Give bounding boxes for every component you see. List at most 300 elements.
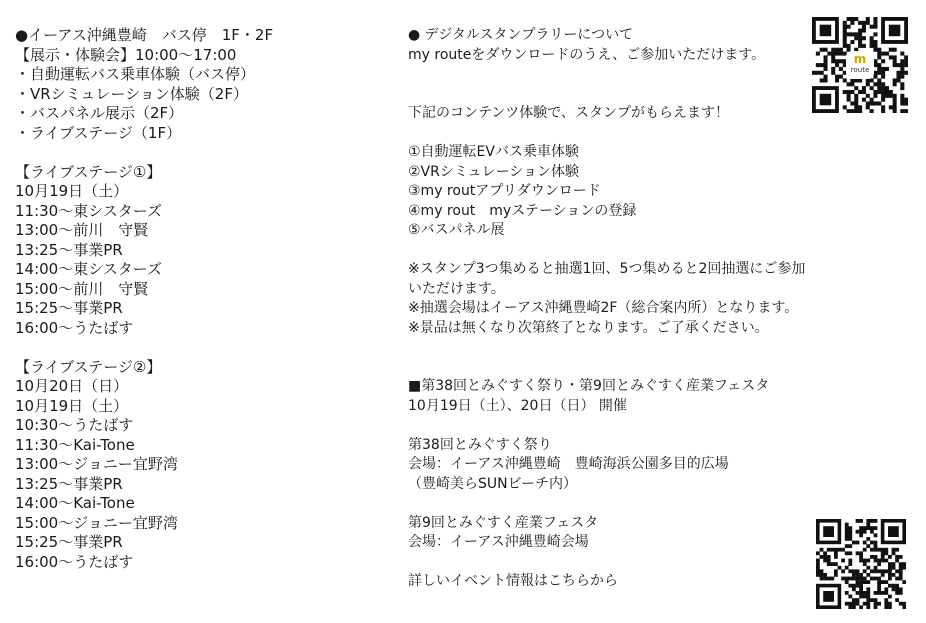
qr-module xyxy=(862,98,866,102)
qr-module xyxy=(870,78,874,82)
qr-module xyxy=(900,71,904,75)
qr-module xyxy=(874,544,878,548)
qr-module xyxy=(866,21,870,25)
qr-module xyxy=(899,562,903,566)
qr-module xyxy=(870,86,874,90)
qr-module xyxy=(824,78,828,82)
qr-module xyxy=(843,52,847,56)
festival1-venue: 会場：イーアス沖縄豊崎 豊崎海浜公園多目的広場 xyxy=(408,456,729,472)
qr-module xyxy=(902,602,906,606)
qr-module xyxy=(852,602,856,606)
qr-module xyxy=(856,519,860,523)
qr-module xyxy=(892,587,896,591)
qr-module xyxy=(841,569,845,573)
qr-module xyxy=(843,44,847,48)
qr-module xyxy=(885,86,889,90)
qr-module xyxy=(873,71,877,75)
qr-module xyxy=(881,548,885,552)
exhibit-item: ・VRシミュレーション体験（2F） xyxy=(15,84,248,103)
qr-module xyxy=(874,602,878,606)
qr-module xyxy=(893,48,897,52)
qr-module xyxy=(859,573,863,577)
qr-module xyxy=(848,569,852,573)
qr-module xyxy=(856,580,860,584)
qr-module xyxy=(873,82,877,86)
qr-module xyxy=(896,63,900,67)
qr-module xyxy=(824,75,828,79)
qr-module xyxy=(858,105,862,109)
qr-module xyxy=(820,48,824,52)
qr-module xyxy=(854,78,858,82)
qr-module xyxy=(850,90,854,94)
qr-module xyxy=(859,587,863,591)
qr-module xyxy=(870,25,874,29)
qr-module xyxy=(866,17,870,21)
qr-module xyxy=(863,548,867,552)
qr-module xyxy=(889,55,893,59)
qr-module xyxy=(859,530,863,534)
qr-module xyxy=(830,548,834,552)
qr-module xyxy=(823,559,827,563)
qr-module xyxy=(858,36,862,40)
qr-module xyxy=(888,555,892,559)
qr-module xyxy=(888,526,899,537)
qr-module xyxy=(859,559,863,563)
qr-module xyxy=(893,98,897,102)
qr-module xyxy=(892,562,896,566)
qr-bottom-svg xyxy=(816,519,906,609)
qr-module xyxy=(870,40,874,44)
qr-module xyxy=(884,548,888,552)
qr-module xyxy=(816,559,820,563)
qr-module xyxy=(816,569,820,573)
qr-module xyxy=(892,566,896,570)
qr-module xyxy=(881,105,885,109)
qr-module xyxy=(845,537,849,541)
qr-module xyxy=(859,580,863,584)
qr-module xyxy=(881,71,885,75)
qr-module xyxy=(881,573,885,577)
qr-module xyxy=(889,90,893,94)
qr-module xyxy=(820,573,824,577)
qr-module xyxy=(847,90,851,94)
qr-module xyxy=(847,17,851,21)
qr-module xyxy=(866,544,870,548)
qr-module xyxy=(858,109,862,113)
qr-module xyxy=(827,577,831,581)
qr-module xyxy=(816,551,820,555)
qr-module xyxy=(870,36,874,40)
qr-module xyxy=(866,602,870,606)
stamp-rally-title: ● デジタルスタンプラリーについて xyxy=(408,27,634,43)
qr-module xyxy=(895,598,899,602)
stamp-note: ※抽選会場はイーアス沖縄豊崎2F（総合案内所）となります。 xyxy=(408,300,799,316)
qr-module xyxy=(899,569,903,573)
qr-module xyxy=(862,86,866,90)
festival1-title: 第38回とみぐすく祭り xyxy=(408,436,552,453)
qr-module xyxy=(884,559,888,563)
festival2-venue: 会場：イーアス沖縄豊崎会場 xyxy=(408,534,589,550)
qr-module xyxy=(823,551,827,555)
qr-module xyxy=(877,569,881,573)
qr-module xyxy=(874,591,878,595)
qr-module xyxy=(820,577,824,581)
qr-module xyxy=(856,569,860,573)
qr-module xyxy=(843,25,847,29)
qr-module xyxy=(870,44,874,48)
qr-module xyxy=(850,32,854,36)
qr-module xyxy=(856,530,860,534)
qr-module xyxy=(873,25,877,29)
qr-module xyxy=(859,519,863,523)
qr-module xyxy=(823,577,827,581)
qr-module xyxy=(835,52,839,56)
qr-code-icon[interactable] xyxy=(812,17,908,113)
qr-module xyxy=(839,48,843,52)
stage2-item: 16:00～うたばす xyxy=(15,552,134,571)
qr-module xyxy=(896,71,900,75)
qr-module xyxy=(900,101,904,105)
qr-module xyxy=(870,548,874,552)
qr-module xyxy=(816,52,820,56)
qr-module xyxy=(827,548,831,552)
qr-module xyxy=(854,17,858,21)
qr-module xyxy=(820,555,824,559)
stage1-item: 13:25～事業PR xyxy=(15,240,123,259)
qr-module xyxy=(904,55,908,59)
qr-module xyxy=(843,32,847,36)
qr-module xyxy=(848,551,852,555)
qr-module xyxy=(899,577,903,581)
qr-module xyxy=(895,548,899,552)
qr-module xyxy=(858,40,862,44)
qr-module xyxy=(835,59,839,63)
qr-module xyxy=(854,98,858,102)
qr-module xyxy=(881,82,885,86)
qr-module xyxy=(863,530,867,534)
qr-module xyxy=(862,25,866,29)
qr-module xyxy=(863,559,867,563)
qr-module xyxy=(843,78,847,82)
qr-module xyxy=(838,566,842,570)
qr-module xyxy=(877,559,881,563)
stage2-heading: 【ライブステージ②】 xyxy=(15,357,162,376)
qr-module xyxy=(874,577,878,581)
qr-module xyxy=(885,67,889,71)
qr-module xyxy=(893,82,897,86)
qr-module xyxy=(888,562,892,566)
festival1-venue-detail: （豊崎美らSUNビーチ内） xyxy=(408,475,578,492)
qr-module xyxy=(900,82,904,86)
stage2-item: 14:00～Kai-Tone xyxy=(15,494,135,512)
qr-module xyxy=(900,63,904,67)
qr-module xyxy=(820,71,824,75)
qr-module xyxy=(873,75,877,79)
qr-module xyxy=(843,71,847,75)
qr-module xyxy=(848,584,852,588)
qr-module xyxy=(902,566,906,570)
qr-code-icon[interactable] xyxy=(816,519,906,609)
qr-module xyxy=(884,598,888,602)
qr-module xyxy=(827,562,831,566)
qr-module xyxy=(852,573,856,577)
qr-module xyxy=(831,48,835,52)
qr-module xyxy=(863,562,867,566)
qr-module xyxy=(900,98,904,102)
qr-module xyxy=(870,519,874,523)
qr-module xyxy=(877,562,881,566)
qr-module xyxy=(847,98,851,102)
qr-module xyxy=(820,63,824,67)
qr-module xyxy=(877,48,881,52)
qr-module xyxy=(854,109,858,113)
stage2-date: 10月20日（日） xyxy=(15,377,129,395)
stage1-item: 11:30～東シスターズ xyxy=(15,201,163,220)
qr-module xyxy=(863,591,867,595)
qr-module xyxy=(845,591,849,595)
qr-module xyxy=(831,59,835,63)
qr-module xyxy=(834,548,838,552)
qr-module xyxy=(881,86,885,90)
qr-module xyxy=(877,548,881,552)
qr-module xyxy=(877,602,881,606)
qr-module xyxy=(834,569,838,573)
qr-module xyxy=(824,48,828,52)
qr-module xyxy=(843,63,847,67)
qr-module xyxy=(877,584,881,588)
qr-module xyxy=(820,25,832,37)
qr-module xyxy=(854,86,858,90)
qr-module xyxy=(854,94,858,98)
qr-module xyxy=(823,555,827,559)
qr-module xyxy=(835,78,839,82)
qr-module xyxy=(856,584,860,588)
qr-module xyxy=(873,101,877,105)
stage1-item: 14:00～東シスターズ xyxy=(15,260,163,278)
qr-module xyxy=(820,94,832,106)
qr-module xyxy=(893,105,897,109)
qr-module xyxy=(899,555,903,559)
qr-module xyxy=(895,555,899,559)
qr-module xyxy=(874,598,878,602)
qr-module xyxy=(893,78,897,82)
qr-module xyxy=(895,584,899,588)
qr-module xyxy=(862,44,866,48)
qr-module xyxy=(852,605,856,609)
qr-module xyxy=(866,559,870,563)
qr-module xyxy=(850,101,854,105)
qr-module xyxy=(885,94,889,98)
qr-module xyxy=(874,519,878,523)
qr-module xyxy=(877,577,881,581)
qr-module xyxy=(845,577,849,581)
qr-module xyxy=(874,533,878,537)
qr-module xyxy=(899,566,903,570)
stage2-item: 11:30～Kai-Tone xyxy=(15,435,135,454)
qr-module xyxy=(843,105,847,109)
qr-module xyxy=(848,605,852,609)
qr-module xyxy=(866,537,870,541)
qr-module xyxy=(866,78,870,82)
qr-module xyxy=(847,109,851,113)
qr-module xyxy=(823,573,827,577)
qr-module xyxy=(877,587,881,591)
qr-module xyxy=(820,548,824,552)
qr-module xyxy=(885,52,889,56)
qr-module xyxy=(834,562,838,566)
qr-module xyxy=(845,602,849,606)
qr-module xyxy=(870,598,874,602)
qr-module xyxy=(859,584,863,588)
qr-module xyxy=(856,598,860,602)
qr-module xyxy=(904,71,908,75)
qr-module xyxy=(845,551,849,555)
qr-module xyxy=(856,551,860,555)
qr-module xyxy=(888,595,892,599)
qr-module xyxy=(863,541,867,545)
stamp-note: ※スタンプ3つ集めると抽選1回、5つ集めると2回抽選にご参加 xyxy=(408,261,806,277)
qr-module xyxy=(823,591,834,602)
qr-module xyxy=(873,21,877,25)
qr-module xyxy=(845,544,849,548)
qr-module xyxy=(852,569,856,573)
qr-module xyxy=(881,59,885,63)
qr-module xyxy=(899,591,903,595)
qr-module xyxy=(874,541,878,545)
qr-module xyxy=(847,94,851,98)
stamp-content-intro: 下記のコンテンツ体験で、スタンプがもらえます！ xyxy=(408,105,730,121)
stage2-date: 10月19日（土） xyxy=(15,396,129,415)
qr-module xyxy=(881,52,885,56)
qr-module xyxy=(900,59,904,63)
qr-module xyxy=(900,67,904,71)
qr-module xyxy=(870,577,874,581)
qr-module xyxy=(895,587,899,591)
qr-module xyxy=(843,21,847,25)
qr-module xyxy=(900,75,904,79)
qr-module xyxy=(858,90,862,94)
qr-module xyxy=(858,21,862,25)
qr-module xyxy=(874,555,878,559)
qr-module xyxy=(881,555,885,559)
qr-module xyxy=(859,591,863,595)
qr-module xyxy=(831,67,835,71)
qr-module xyxy=(866,573,870,577)
qr-module xyxy=(893,63,897,67)
qr-module xyxy=(831,71,835,75)
stage1-item: 16:00～うたばす xyxy=(15,318,134,337)
qr-module xyxy=(843,40,847,44)
qr-module xyxy=(877,78,881,82)
qr-module xyxy=(893,109,897,113)
qr-module xyxy=(848,537,852,541)
qr-module xyxy=(866,82,870,86)
qr-module xyxy=(854,36,858,40)
stage1-heading: 【ライブステージ①】 xyxy=(15,162,162,181)
qr-module xyxy=(900,94,904,98)
qr-module xyxy=(881,67,885,71)
qr-module xyxy=(889,105,893,109)
qr-module xyxy=(850,78,854,82)
qr-module xyxy=(900,52,904,56)
festival-title: ■第38回とみぐすく祭り・第9回とみぐすく産業フェスタ xyxy=(408,378,770,394)
qr-module xyxy=(848,602,852,606)
qr-module xyxy=(856,591,860,595)
qr-module xyxy=(859,526,863,530)
qr-module xyxy=(866,580,870,584)
qr-module xyxy=(858,29,862,33)
qr-module xyxy=(881,580,885,584)
my-route-logo: m route xyxy=(848,53,872,77)
left-column xyxy=(15,26,385,572)
qr-module xyxy=(862,21,866,25)
qr-module xyxy=(873,90,877,94)
qr-module xyxy=(824,67,828,71)
qr-module xyxy=(896,75,900,79)
qr-module xyxy=(870,101,874,105)
qr-module xyxy=(873,63,877,67)
qr-module xyxy=(874,559,878,563)
qr-module xyxy=(881,94,885,98)
venue-title: ●イーアス沖縄豊崎 バス停 1F・2F xyxy=(15,26,274,44)
qr-module xyxy=(877,591,881,595)
qr-module xyxy=(827,52,831,56)
qr-module xyxy=(863,595,867,599)
qr-module xyxy=(848,595,852,599)
qr-module xyxy=(848,562,852,566)
qr-module xyxy=(881,98,885,102)
qr-module xyxy=(830,577,834,581)
festival-dates: 10月19日（土）、20日（日） 開催 xyxy=(408,397,627,414)
qr-module xyxy=(835,63,839,67)
qr-module xyxy=(862,90,866,94)
qr-module xyxy=(888,584,892,588)
qr-module xyxy=(858,44,862,48)
qr-module xyxy=(866,523,870,527)
qr-module xyxy=(859,577,863,581)
stamp-item: ③my routアプリダウンロード xyxy=(408,183,601,199)
qr-module xyxy=(847,44,851,48)
qr-module xyxy=(884,591,888,595)
qr-module xyxy=(866,566,870,570)
qr-module xyxy=(874,566,878,570)
qr-module xyxy=(848,533,852,537)
qr-module xyxy=(866,519,870,523)
qr-module xyxy=(843,59,847,63)
qr-module xyxy=(863,526,867,530)
qr-module xyxy=(874,548,878,552)
stamp-item: ②VRシミュレーション体験 xyxy=(408,163,580,180)
qr-module xyxy=(858,78,862,82)
qr-module xyxy=(852,577,856,581)
qr-module xyxy=(812,71,816,75)
qr-module xyxy=(892,584,896,588)
qr-module xyxy=(877,580,881,584)
qr-module xyxy=(881,551,885,555)
qr-module xyxy=(852,584,856,588)
qr-module xyxy=(850,40,854,44)
qr-module xyxy=(892,573,896,577)
qr-module xyxy=(845,523,849,527)
qr-module xyxy=(816,573,820,577)
qr-module xyxy=(850,109,854,113)
qr-module xyxy=(877,63,881,67)
qr-module xyxy=(892,548,896,552)
qr-module xyxy=(847,25,851,29)
qr-module xyxy=(859,605,863,609)
qr-module xyxy=(843,90,847,94)
qr-module xyxy=(839,52,843,56)
